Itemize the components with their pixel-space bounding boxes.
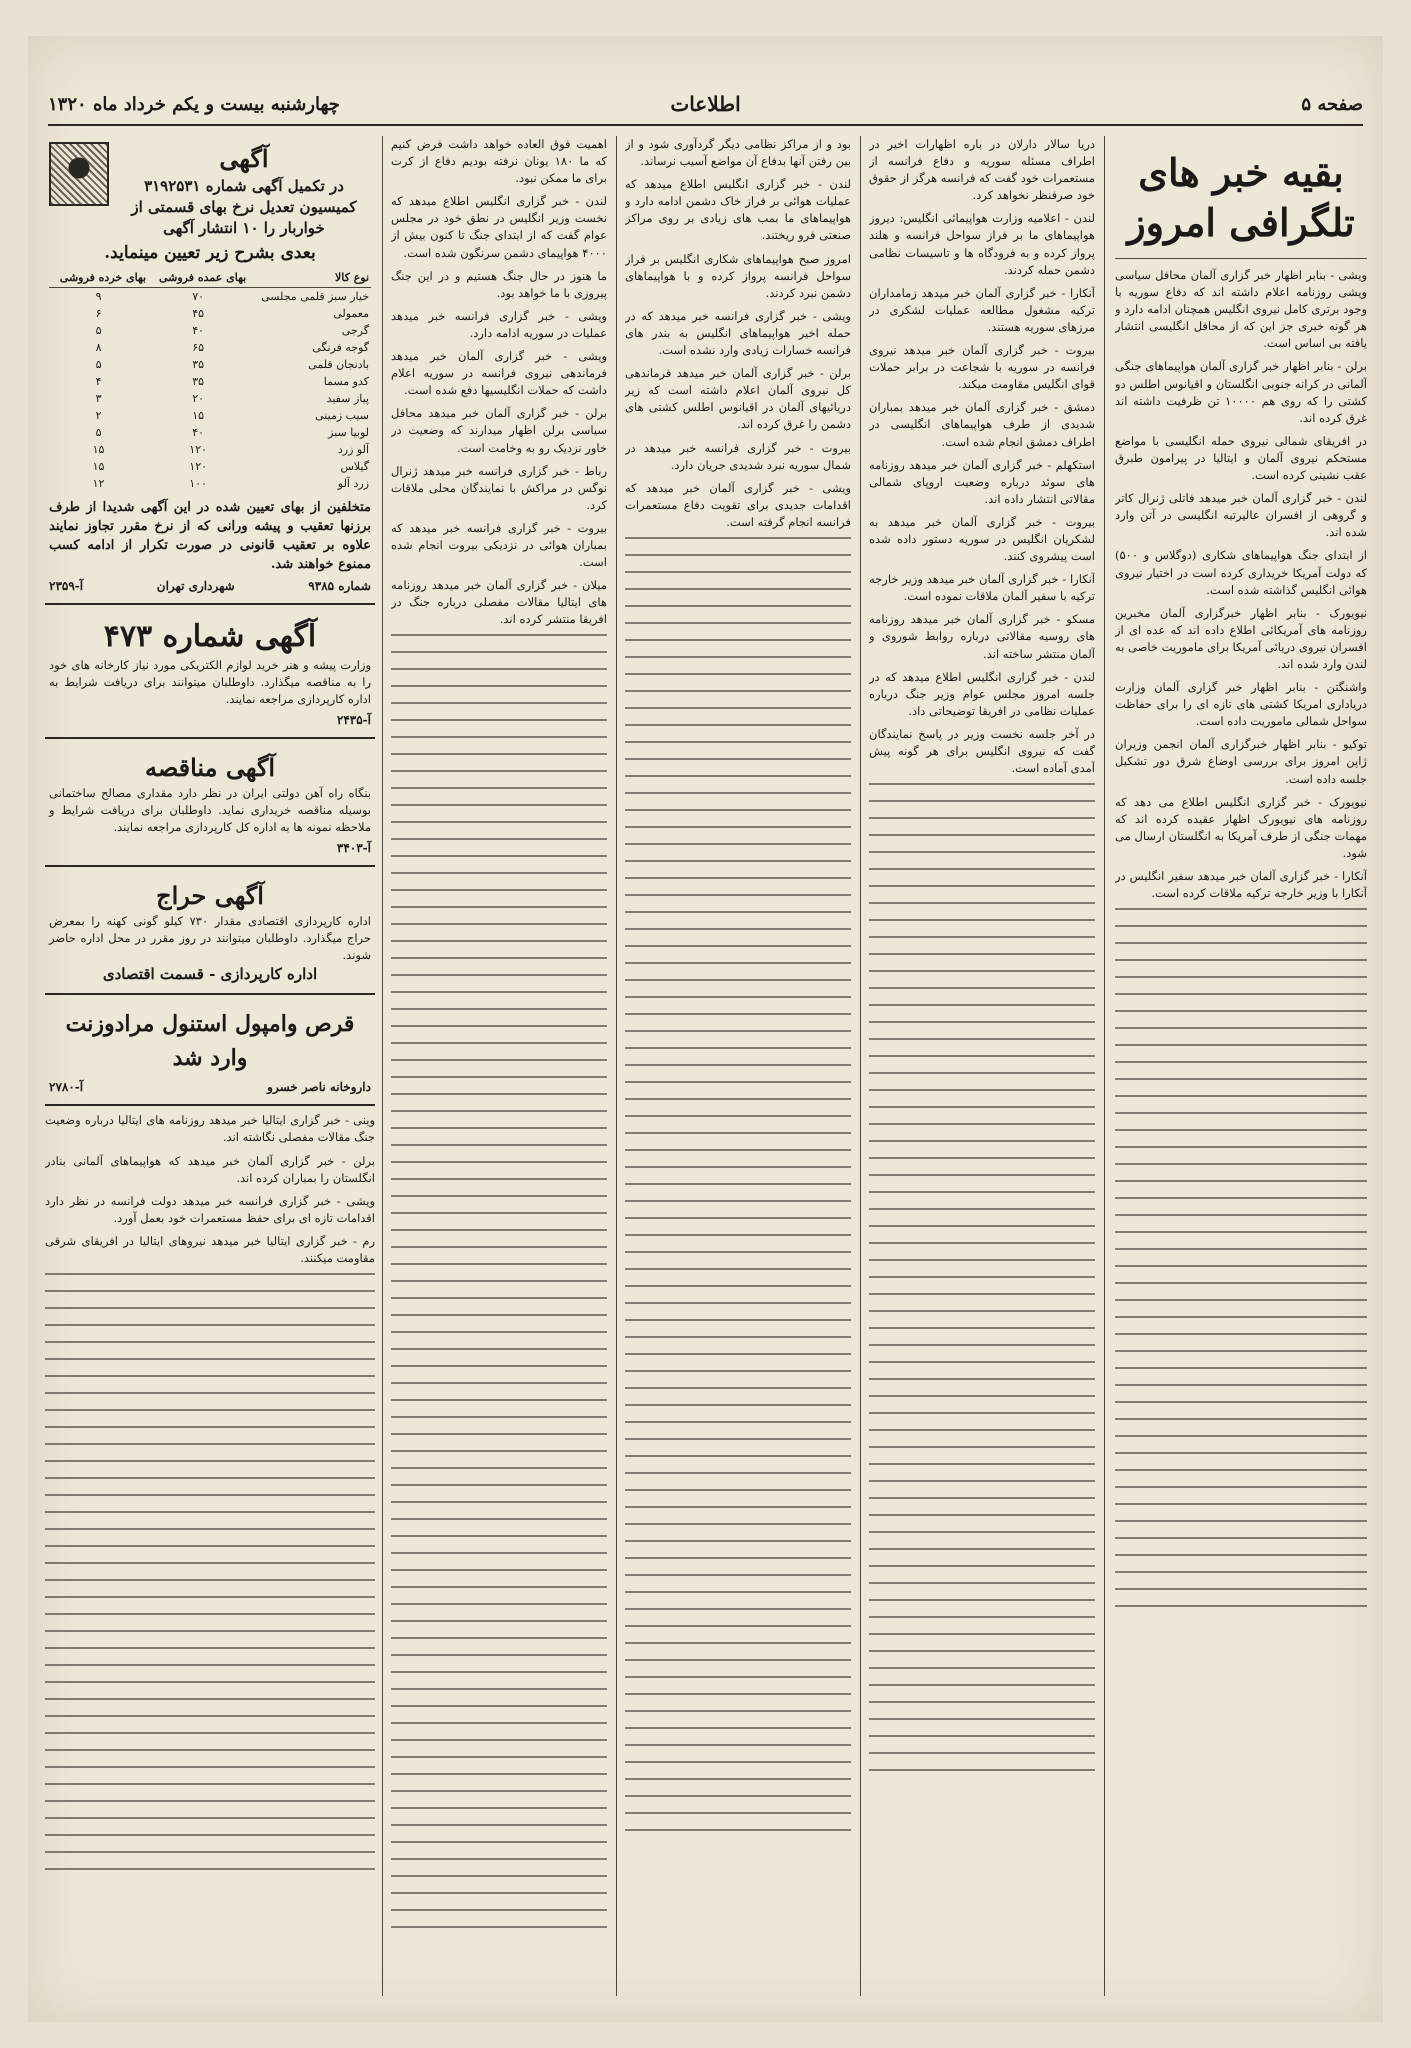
news-item: توکیو - بنابر اظهار خبرگزاری آلمان انجمن وزیران ژاپن امروز برای بررسی اوضاع شرق دور تشکیل جلسه داده است. (1115, 737, 1367, 786)
wholesale-price: ۱۰۰ (189, 477, 208, 490)
news-item: بیروت - خبر گزاری آلمان خبر میدهد نیروی فرانسه در سوریه با شجاعت در برابر حملات قوای انگلیس مقاومت میکند. (869, 343, 1095, 392)
retail-price: ۵ (95, 358, 102, 371)
news-item: رم - خبر گزاری ایتالیا خبر میدهد نیروهای ایتالیا در افریقای شرقی مقاومت میکنند. (45, 1233, 375, 1266)
news-item: بیروت - خبر گزاری آلمان خبر میدهد به لشکریان انگلیس در سوریه دستور داده شده است پیشروی کنند. (869, 514, 1095, 564)
table-row (49, 356, 371, 373)
table-row (49, 339, 371, 356)
news-item: نیویورک - خبر گزاری انگلیس اطلاع می دهد که روزنامه های نیویورک اظهار عقیده کرده اند که مهمات جنگی از طرف آمریکا به انگلستان ارسال می شود. (1115, 794, 1367, 860)
table-header: بهای عمده فروشی (148, 268, 248, 288)
ad-title: قرص وامپول استنول مرادوزنت وارد شد (65, 1011, 355, 1072)
ad-code: آ-۲۴۳۵ (336, 713, 371, 728)
wholesale-price: ۱۲۰ (189, 443, 208, 456)
news-item: دمشق - خبر گزاری آلمان خبر میدهد بمباران شدیدی از طرف هواپیماهای انگلیسی در اطراف دمشق انجام شده است. (869, 400, 1095, 449)
ad-pharmacy (45, 1001, 375, 1106)
news-item: واشنگتن - بنابر اظهار خبر گزاری آلمان وزارت دریاداری امریکا کشتی های تازه ای را برای حفاظت سواحل شمالی ماموریت داده است. (1115, 680, 1367, 729)
table-row (49, 322, 371, 339)
news-item: آنکارا - خبر گزاری آلمان خبر میدهد زمامداران ترکیه مشغول مطالعه عملیات لشکری در مرزهای سوریه هستند. (869, 285, 1095, 334)
news-item: برلن - خبر گزاری آلمان خبر میدهد محافل سیاسی برلن اظهار میدارند که وضعیت در خاور نزدیک رو به وخامت است. (391, 406, 607, 455)
retail-price: ۱۵ (92, 460, 105, 473)
news-item: رباط - خبر گزاری فرانسه خبر میدهد ژنرال نوگس در مراکش با نمایندگان محلی ملاقات کرد. (391, 463, 607, 512)
news-item: در آخر جلسه نخست وزیر در پاسخ نمایندگان گفت که نیروی انگلیس برای هر گونه پیش آمدی آماده است. (869, 726, 1095, 776)
news-item: دریا سالار دارلان در باره اظهارات اخیر در اطراف مسئله سوریه و دفاع فرانسه از مستعمرات خود گفت که فرانسه هرگز از حقوق خود صرفنظر نخواهد کرد. (869, 137, 1095, 203)
item-name: لوبیا سبز (328, 426, 369, 439)
ad-footer (49, 578, 371, 595)
news-item: مسکو - خبر گزاری آلمان خبر میدهد روزنامه های روسیه مقالاتی درباره روابط شوروی و آلمان منتشر ساخته اند. (869, 612, 1095, 661)
news-item: ویشی - خبر گزاری فرانسه خبر میدهد دولت فرانسه در نظر دارد اقدامات تازه ای برای حفظ مستعمرات خود بعمل آورد. (45, 1193, 375, 1225)
wholesale-price: ۷۰ (192, 290, 205, 303)
table-row (49, 458, 371, 475)
column-telegraph-news (1115, 136, 1367, 2006)
ad-intro: در تکمیل آگهی شماره ۳۱۹۲۵۳۱ کمیسیون تعدیل نرخ بهای قسمتی از خواربار را ۱۰ انتشار آگهی (131, 177, 357, 237)
table-row (49, 441, 371, 458)
wholesale-price: ۴۵ (192, 307, 205, 320)
page-number: صفحه ۵ (1301, 93, 1363, 115)
price-table (49, 268, 371, 492)
table-row (49, 288, 371, 306)
item-name: خیار سبز قلمی مجلسی (261, 290, 369, 303)
ad-title: آگهی حراج (156, 881, 264, 911)
wholesale-price: ۱۲۰ (189, 460, 208, 473)
news-item: نیویورک - بنابر اظهار خبرگزاری آلمان مخبرین روزنامه های آمریکائی اطلاع داده اند که عده ای از افسران نیروی دریائی آمریکا برای ماموریت خاصی به لندن وارد شده اند. (1115, 605, 1367, 671)
text-lines (1115, 908, 1367, 1608)
wholesale-price: ۲۰ (192, 392, 205, 405)
table-row (49, 305, 371, 322)
item-name: گرجی (341, 324, 369, 337)
column-news-3 (625, 136, 851, 2006)
retail-price: ۴ (95, 375, 102, 388)
item-name: معمولی (333, 307, 369, 320)
text-lines (869, 783, 1095, 1783)
ad-body: متخلفین از بهای تعیین شده در این آگهی شدیدا از طرف برزنها تعقیب و پیشه ورانی که از نرخ مقرر تجاوز نمایند علاوه بر تعقیب قانونی در صورت تکرار از ادامه کسب ممنوع خواهند شد. (49, 500, 371, 572)
wholesale-price: ۳۵ (192, 358, 205, 371)
column-advertisements (45, 136, 375, 2006)
news-item: بیروت - خبر گزاری فرانسه خبر میدهد که بمباران هوائی در نزدیکی بیروت انجام شده است. (391, 520, 607, 570)
text-lines (625, 537, 851, 1837)
ad-body: وزارت پیشه و هنر خرید لوازم الکتریکی مورد نیاز کارخانه های خود را به مناقصه میگذارد. داوطلبان میتوانند برای دریافت شرایط به اداره کارپردازی مراجعه نمایند. (49, 658, 371, 707)
retail-price: ۸ (95, 341, 102, 354)
ad-code: آ-۳۴۰۳ (336, 841, 371, 856)
ad-sub: داروخانه ناصر خسرو (267, 1080, 371, 1095)
news-item: امروز صبح هواپیماهای شکاری انگلیس بر فراز سواحل فرانسه پرواز کرده و با هواپیماهای دشمن نبرد کردند. (625, 251, 851, 300)
news-item: لندن - خبر گزاری انگلیس اطلاع میدهد که در جلسه امروز مجلس عوام وزیر جنگ درباره عملیات نظامی در افریقا توضیحاتی داد. (869, 669, 1095, 718)
news-item: بیروت - خبر گزاری فرانسه خبر میدهد در شمال سوریه نبرد شدیدی جریان دارد. (625, 440, 851, 472)
ad-title: آگهی (219, 144, 269, 173)
news-item: لندن - خبر گزاری انگلیس اطلاع میدهد که نخست وزیر انگلیس در نطق خود در مجلس عوام گفت که از ابتدای جنگ تا کنون بیش از ۴۰۰۰ هواپیمای دشمن سرنگون شده است. (391, 194, 607, 260)
text-lines (391, 634, 607, 1934)
wholesale-price: ۱۵ (192, 409, 205, 422)
ad-code: آ-۲۷۸۰ (49, 1080, 84, 1095)
newspaper-page (28, 36, 1383, 2022)
ad-code: آ-۲۳۵۹ (49, 579, 84, 593)
news-item: آنکارا - خبر گزاری آلمان خبر میدهد سفیر انگلیس در آنکارا با وزیر خارجه ترکیه ملاقات کرده است. (1115, 869, 1367, 901)
retail-price: ۳ (95, 392, 102, 405)
masthead (48, 84, 1363, 126)
column-rule (616, 136, 617, 1996)
item-name: زرد آلو (337, 477, 369, 490)
news-item: برلن - خبر گزاری آلمان خبر میدهد که هواپیماهای آلمانی بنادر انگلستان را بمباران کرده اند. (45, 1153, 375, 1185)
news-item: لندن - خبر گزاری آلمان خبر میدهد فاتلی ژنرال کاتر و گروهی از افسران عالیرتبه انگلیسی در آتن وارد شده اند. (1115, 491, 1367, 540)
ad-subtitle: بعدی بشرح زیر تعیین مینماید. (104, 243, 316, 263)
column-rule (860, 136, 861, 1996)
table-row (49, 475, 371, 492)
table-row (49, 407, 371, 424)
news-item: ما هنوز در حال جنگ هستیم و در این جنگ پیروزی با ما خواهد بود. (391, 268, 607, 300)
news-item: از ابتدای جنگ هواپیماهای شکاری (دوگلاس و ۵۰۰) که دولت آمریکا خریداری کرده است در اختیار نیروی هوائی انگلیس گذاشته شده است. (1115, 548, 1367, 597)
retail-price: ۶ (95, 307, 102, 320)
table-header: نوع کالا (248, 268, 371, 288)
retail-price: ۲ (95, 409, 102, 422)
paper-name: اطلاعات (670, 92, 741, 116)
ad-body: بنگاه راه آهن دولتی ایران در نظر دارد مقداری مصالح ساختمانی بوسیله مناقصه خریداری نماید. داوطلبان برای دریافت شرایط و ملاحظه نمونه ها به اداره کل کارپردازی مراجعه نمایند. (49, 786, 371, 835)
item-name: بادنجان قلمی (308, 358, 369, 371)
item-name: کدو مسما (323, 375, 369, 388)
ad-signature: اداره کارپردازی - قسمت اقتصادی (102, 965, 318, 984)
table-row (49, 390, 371, 407)
news-item: اهمیت فوق العاده خواهد داشت فرض کنیم که ما ۱۸۰ یونان نرفته بودیم دفاع از کرت برای ما ممکن نبود. (391, 137, 607, 186)
wholesale-price: ۴۰ (192, 426, 205, 439)
date-line: چهارشنبه بیست و یکم خرداد ماه ۱۳۲۰ (48, 93, 340, 115)
news-item: بود و از مراکز نظامی دیگر گردآوری شود و از بین رفتن آنها بدفاع آن مواضع آسیب نرساند. (625, 137, 851, 169)
table-header: بهای خرده فروشی (49, 268, 148, 288)
ad-price-list (45, 136, 375, 605)
ad-body: اداره کارپردازی اقتصادی مقدار ۷۳۰ کیلو گونی کهنه را بمعرض حراج میگذارد. داوطلبان میتوانند در روز مقرر در محل اداره حاضر شوند. (49, 914, 371, 963)
news-item: ویشی - خبر گزاری آلمان خبر میدهد که اقدامات جدیدی برای تقویت دفاع مستعمرات فرانسه انجام گرفته است. (625, 480, 851, 529)
news-item: استکهلم - خبر گزاری آلمان خبر میدهد روزنامه های سوئد درباره وضعیت اروپای شمالی مقالاتی انتشار داده اند. (869, 457, 1095, 506)
ad-auction (45, 873, 375, 995)
ad-org: شهرداری تهران (156, 579, 235, 593)
wholesale-price: ۳۵ (192, 375, 205, 388)
column-news-2 (869, 136, 1095, 2006)
news-item: لندن - خبر گزاری انگلیس اطلاع میدهد که عملیات هوائی بر فراز خاک دشمن ادامه دارد و هواپیماهای ما بمب های زیادی بر روی مراکز صنعتی فرو ریختند. (625, 177, 851, 243)
news-item: لندن - اعلامیه وزارت هواپیمائی انگلیس: دیروز هواپیماهای ما بر فراز سواحل فرانسه و هلند پرواز کرده و به فرودگاه ها و تاسیسات نظامی دشمن حمله کردند. (869, 211, 1095, 277)
headline: بقیه خبر های تلگرافی امروز (1115, 136, 1367, 259)
ad-title: آگهی شماره ۴۷۳ (103, 619, 317, 655)
item-name: گوجه فرنگی (312, 341, 369, 354)
news-item: ویشی - خبر گزاری فرانسه خبر میدهد که در حمله اخیر هواپیماهای انگلیس به بندر های فرانسه خسارات زیادی وارد نشده است. (625, 308, 851, 358)
news-item: ویشی - خبر گزاری آلمان خبر میدهد فرماندهی نیروی فرانسه در سوریه اعلام داشت که حملات انگلیسیها دفع شده است. (391, 349, 607, 398)
news-item: ویشی - خبر گزاری فرانسه خبر میدهد عملیات در سوریه ادامه دارد. (391, 308, 607, 340)
table-row (49, 373, 371, 390)
news-item: وینی - خبر گزاری ایتالیا خبر میدهد روزنامه های ایتالیا درباره وضعیت جنگ مقالات مفصلی نگاشته اند. (45, 1113, 375, 1145)
text-lines (45, 1273, 375, 1873)
retail-price: ۱۵ (92, 443, 105, 456)
news-item: در افریقای شمالی نیروی حمله انگلیسی با مواضع مستحکم نیروی آلمان و ایتالیا در پیرامون طبرق عقب نشینی کرده است. (1115, 433, 1367, 483)
news-item: ویشی - بنابر اظهار خبر گزاری آلمان محافل سیاسی ویشی روزنامه اعلام داشته اند که دفاع سوریه با وجود برتری کامل نیروی انگلیس همچنان ادامه دارد و هر گونه خبری جز این که از محافل انگلیسی انتشار یافته بی اساس است. (1115, 268, 1367, 351)
item-name: آلو زرد (337, 443, 369, 456)
municipal-emblem-icon (49, 142, 109, 206)
wholesale-price: ۶۵ (192, 341, 205, 354)
ad-473 (45, 611, 375, 739)
news-item: برلن - بنابر اظهار خبر گزاری آلمان هواپیماهای جنگی آلمانی در کرانه جنوبی انگلستان و اقیانوس اطلس دو کشتی را که روی هم ۱۰۰۰۰ تن ظرفیت داشته اند غرق کرده اند. (1115, 359, 1367, 425)
wholesale-price: ۴۰ (192, 324, 205, 337)
column-rule (382, 136, 383, 1996)
table-row (49, 424, 371, 441)
ad-title: آگهی مناقصه (144, 753, 276, 783)
item-name: پیاز سفید (326, 392, 369, 405)
retail-price: ۱۲ (92, 477, 105, 490)
column-rule (1104, 136, 1105, 1996)
item-name: گیلاس (340, 460, 369, 473)
news-item: آنکارا - خبر گزاری آلمان خبر میدهد وزیر خارجه ترکیه با سفیر آلمان ملاقات نموده است. (869, 572, 1095, 604)
ad-number: شماره ۹۳۸۵ (308, 579, 371, 593)
news-item: میلان - خبر گزاری آلمان خبر میدهد روزنامه های ایتالیا مقالات مفصلی درباره جنگ در افریقا منتشر کرده اند. (391, 578, 607, 627)
retail-price: ۵ (95, 426, 102, 439)
column-news-4 (391, 136, 607, 2006)
news-item: برلن - خبر گزاری آلمان خبر میدهد فرماندهی کل نیروی آلمان اعلام داشته است که زیر دریائیهای آلمان در اقیانوس اطلس کشتی های دشمن را غرق کرده اند. (625, 366, 851, 432)
retail-price: ۹ (95, 290, 102, 303)
ad-tender (45, 745, 375, 867)
retail-price: ۵ (95, 324, 102, 337)
item-name: سیب زمینی (315, 409, 369, 422)
